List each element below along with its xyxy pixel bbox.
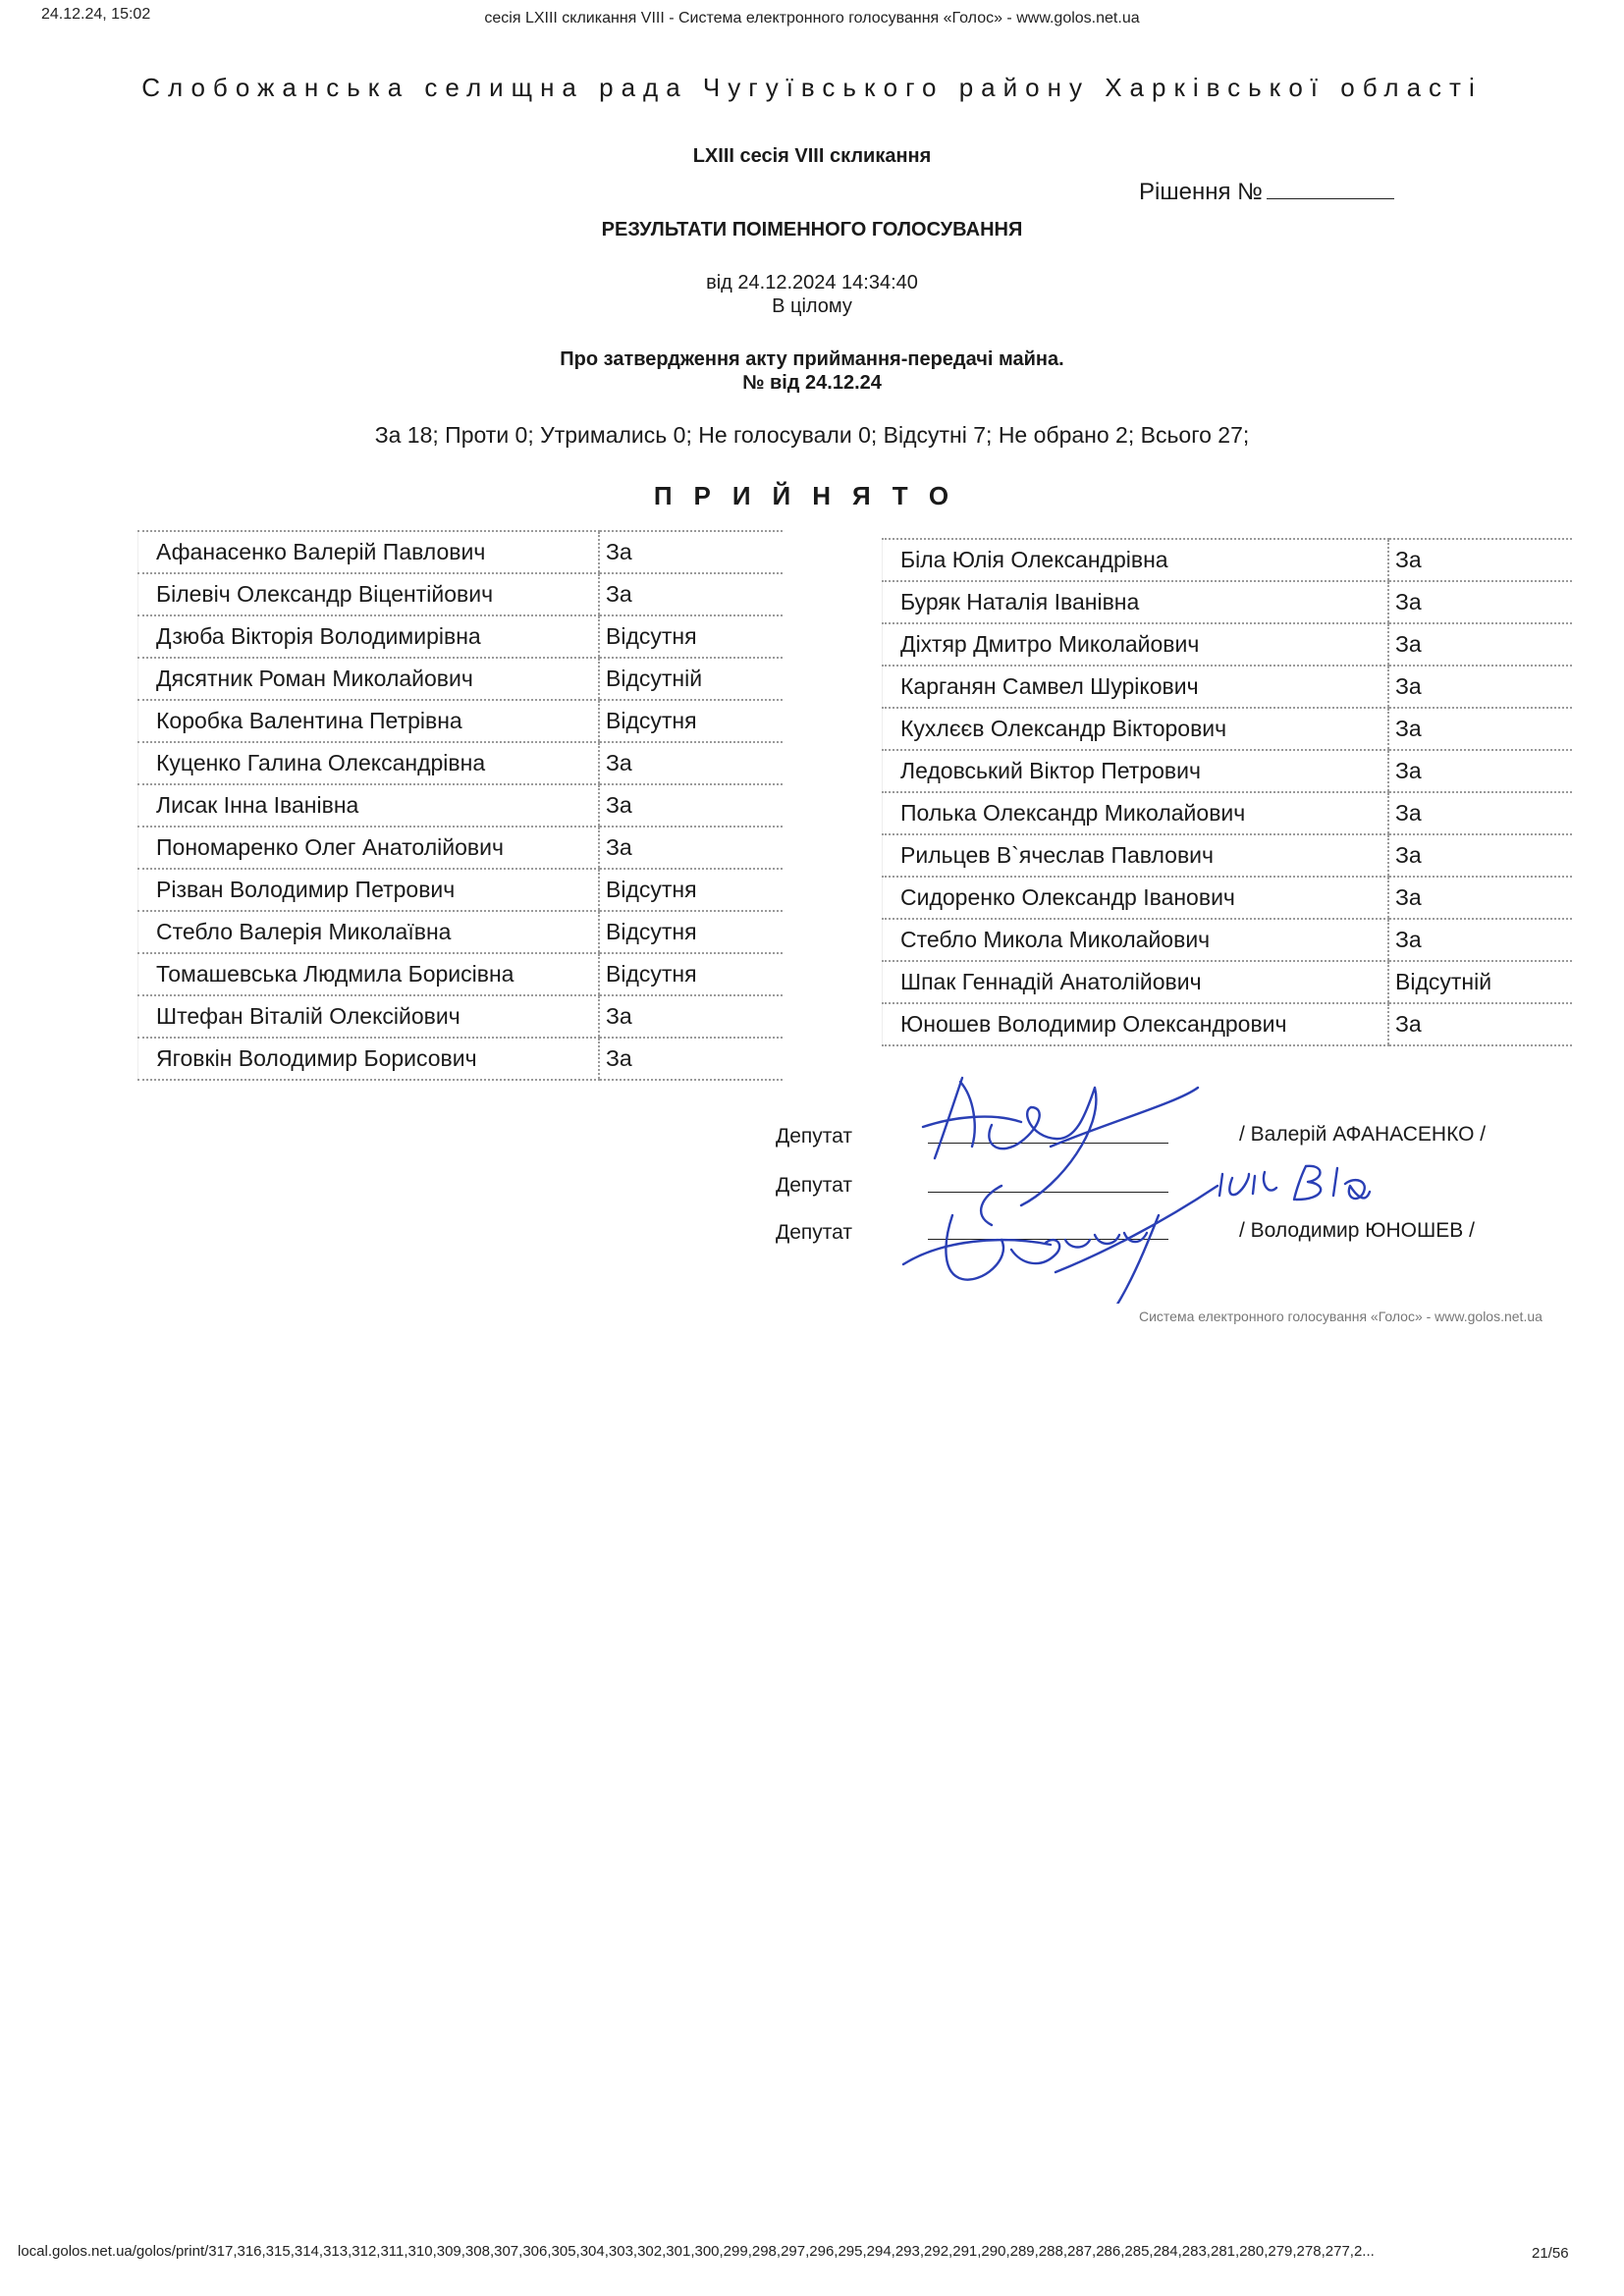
deputy-name-cell: Дзюба Вікторія Володимирівна (138, 615, 600, 658)
deputy-name-cell: Полька Олександр Миколайович (883, 792, 1389, 834)
deputy-name-cell: Пономаренко Олег Анатолійович (138, 827, 600, 869)
deputy-name-cell: Кухлєєв Олександр Вікторович (883, 708, 1389, 750)
vote-cell: За (1388, 877, 1572, 919)
table-row (883, 961, 1573, 1003)
vote-cell: За (599, 531, 783, 573)
decision-number (1139, 179, 1394, 206)
deputy-name-cell: Шпак Геннадій Анатолійович (883, 961, 1389, 1003)
deputy-name-cell: Буряк Наталія Іванівна (883, 581, 1389, 623)
vote-datetime: від 24.12.2024 14:34:40 (706, 272, 918, 294)
vote-cell: За (599, 573, 783, 615)
table-row (138, 700, 784, 742)
deputy-name-cell: Стебло Валерія Миколаївна (138, 911, 600, 953)
signature-afanasenko (923, 1078, 1198, 1205)
table-row (138, 742, 784, 784)
vote-summary: За 18; Проти 0; Утримались 0; Не голосували 0; Відсутні 7; Не обрано 2; Всього 27; (374, 422, 1250, 448)
table-row (138, 658, 784, 700)
vote-cell: Відсутній (599, 658, 783, 700)
deputy-name-1: / Валерій АФАНАСЕНКО / (1239, 1123, 1487, 1146)
deputy-name-cell: Дясятник Роман Миколайович (138, 658, 600, 700)
results-title: РЕЗУЛЬТАТИ ПОІМЕННОГО ГОЛОСУВАННЯ (601, 219, 1023, 240)
deputy-name-cell: Білевіч Олександр Віцентійович (138, 573, 600, 615)
deputy-name-cell: Різван Володимир Петрович (138, 869, 600, 911)
table-row (138, 1038, 784, 1080)
vote-cell: Відсутній (1388, 961, 1572, 1003)
vote-cell: Відсутня (599, 615, 783, 658)
vote-cell: За (1388, 750, 1572, 792)
print-header-title: сесія LXIII скликання VIII - Система електронного голосування «Голос» - www.golos.net.ua (484, 10, 1140, 27)
deputy-label-2: Депутат (776, 1174, 852, 1197)
decision-label: Рішення № (1139, 179, 1263, 205)
vote-cell: Відсутня (599, 953, 783, 995)
deputy-name-cell: Ледовський Віктор Петрович (883, 750, 1389, 792)
deputy-name-cell: Рильцев В`ячеслав Павлович (883, 834, 1389, 877)
vote-cell: За (599, 784, 783, 827)
deputy-name-cell: Діхтяр Дмитро Миколайович (883, 623, 1389, 666)
subject-title: Про затвердження акту приймання-передачі майна. (560, 348, 1064, 370)
table-row (883, 1003, 1573, 1045)
deputy-name-cell: Коробка Валентина Петрівна (138, 700, 600, 742)
table-row (138, 573, 784, 615)
vote-cell: За (1388, 539, 1572, 581)
deputy-label-3: Депутат (776, 1221, 852, 1244)
print-timestamp: 24.12.24, 15:02 (41, 6, 151, 23)
signature-yunoshev (903, 1186, 1218, 1304)
vote-cell: Відсутня (599, 869, 783, 911)
decision-blank (1267, 179, 1394, 199)
vote-cell: За (1388, 1003, 1572, 1045)
session-title: LXIII сесія VIII скликання (692, 145, 932, 167)
vote-datetime-block (0, 271, 1624, 318)
system-footer: Система електронного голосування «Голос» - www.golos.net.ua (1139, 1308, 1543, 1324)
deputy-name-cell: Стебло Микола Миколайович (883, 919, 1389, 961)
table-row (883, 666, 1573, 708)
vote-cell: За (1388, 666, 1572, 708)
table-row (138, 531, 784, 573)
table-row (883, 708, 1573, 750)
vote-cell: За (599, 742, 783, 784)
vote-cell: За (1388, 792, 1572, 834)
votes-table-right (882, 538, 1572, 1046)
table-row (883, 834, 1573, 877)
vote-cell: Відсутня (599, 911, 783, 953)
table-row (883, 877, 1573, 919)
table-row (138, 953, 784, 995)
deputy-name-cell: Афанасенко Валерій Павлович (138, 531, 600, 573)
page-number: 21/56 (1532, 2245, 1569, 2262)
subject-block (0, 347, 1624, 395)
table-row (138, 911, 784, 953)
adopted-status: ПРИЙНЯТО (653, 481, 971, 510)
table-row (883, 581, 1573, 623)
vote-mode: В цілому (772, 295, 852, 317)
vote-cell: Відсутня (599, 700, 783, 742)
council-name: Слобожанська селищна рада Чугуївського району Харківської області (141, 73, 1483, 102)
deputy-name-3: / Володимир ЮНОШЕВ / (1239, 1219, 1475, 1242)
table-row (138, 784, 784, 827)
table-row (883, 539, 1573, 581)
deputy-name-cell: Штефан Віталій Олексійович (138, 995, 600, 1038)
vote-cell: За (1388, 834, 1572, 877)
deputy-name-cell: Яговкін Володимир Борисович (138, 1038, 600, 1080)
deputy-name-cell: Сидоренко Олександр Іванович (883, 877, 1389, 919)
table-row (138, 827, 784, 869)
vote-cell: За (599, 1038, 783, 1080)
subject-number: № від 24.12.24 (742, 372, 882, 394)
deputy-label-1: Депутат (776, 1125, 852, 1148)
table-row (138, 995, 784, 1038)
vote-cell: За (1388, 581, 1572, 623)
deputy-name-cell: Куценко Галина Олександрівна (138, 742, 600, 784)
table-row (883, 623, 1573, 666)
deputy-name-cell: Карганян Самвел Шурікович (883, 666, 1389, 708)
deputy-name-cell: Біла Юлія Олександрівна (883, 539, 1389, 581)
table-row (883, 919, 1573, 961)
deputy-name-cell: Лисак Інна Іванівна (138, 784, 600, 827)
deputy-name-cell: Томашевська Людмила Борисівна (138, 953, 600, 995)
votes-table-left (137, 530, 783, 1081)
deputy-name-cell: Юношев Володимир Олександрович (883, 1003, 1389, 1045)
handwritten-signatures (884, 1068, 1434, 1304)
vote-cell: За (1388, 919, 1572, 961)
print-url: local.golos.net.ua/golos/print/317,316,315,314,313,312,311,310,309,308,307,306,305,304,303,302,301,300,299,298,297,296,295,294,293,292,291,290,289,288,287,286,285,284,283,281,280,279,278,277,2... (18, 2243, 1375, 2260)
table-row (138, 869, 784, 911)
table-row (883, 750, 1573, 792)
vote-cell: За (599, 827, 783, 869)
signature-bila (1219, 1166, 1370, 1200)
vote-cell: За (1388, 623, 1572, 666)
vote-cell: За (1388, 708, 1572, 750)
vote-cell: За (599, 995, 783, 1038)
table-row (138, 615, 784, 658)
table-row (883, 792, 1573, 834)
